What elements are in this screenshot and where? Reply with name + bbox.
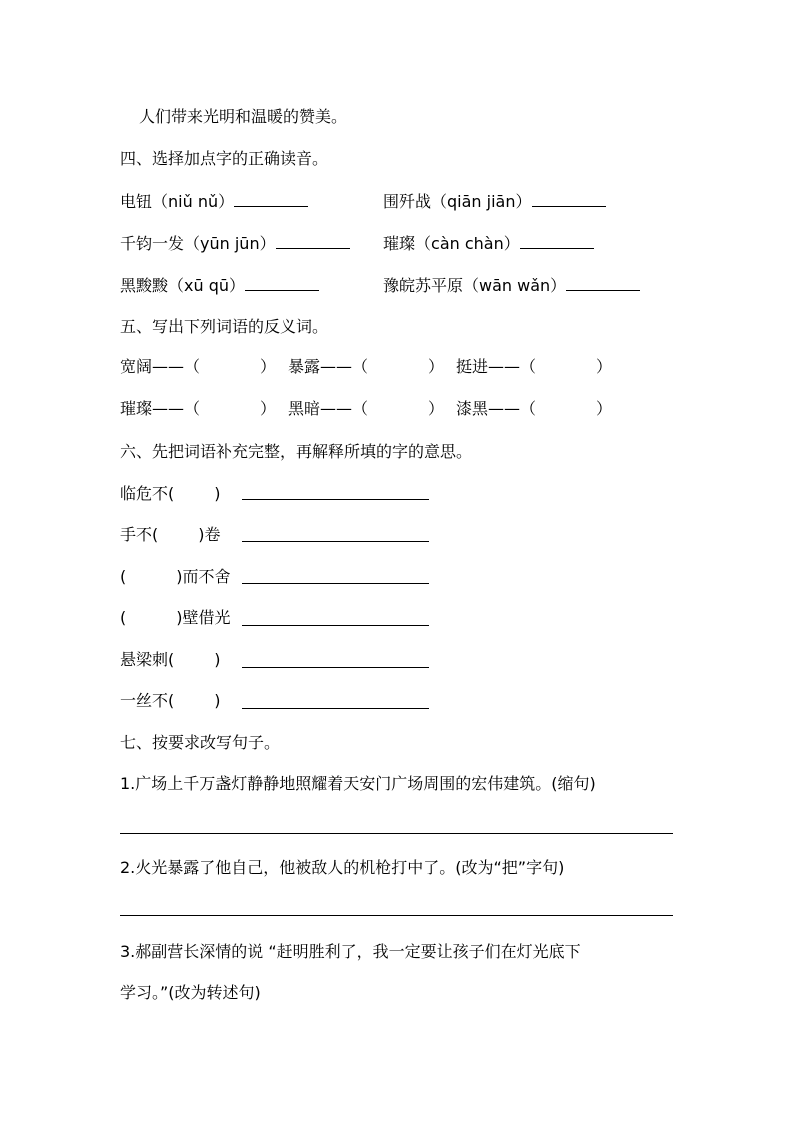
antonym-item (456, 356, 612, 378)
idiom-item (120, 690, 221, 712)
idiom-item (120, 483, 221, 505)
idiom-prefix: 悬梁刺( (120, 650, 175, 669)
close-paren: ） (260, 357, 277, 376)
pinyin-word: 千钧一发 (120, 234, 185, 253)
antonym-item (456, 398, 612, 420)
idiom-prefix: 临危不( (120, 484, 175, 503)
idiom-suffix: ) (214, 691, 221, 710)
pinyin-options: （yūn jūn） (184, 234, 276, 253)
answer-blank[interactable] (520, 232, 594, 249)
pinyin-word: 电钮 (120, 192, 153, 211)
explanation-line[interactable] (242, 667, 429, 668)
pinyin-options: （qiān jiān） (431, 192, 532, 211)
section-6-heading: 六、先把词语补充完整，再解释所填的字的意思。 (120, 442, 473, 461)
answer-blank[interactable] (234, 190, 308, 207)
pinyin-options: （xū qū） (168, 276, 246, 295)
antonym-item (120, 398, 276, 420)
pinyin-item (383, 190, 606, 213)
rewrite-question-2: 2.火光暴露了他自己，他被敌人的机枪打中了。(改为“把”字句) (120, 858, 565, 877)
rewrite-question-1: 1.广场上千万盏灯静静地照耀着天安门广场周围的宏伟建筑。(缩句) (120, 774, 596, 793)
idiom-suffix: ) (214, 650, 221, 669)
pinyin-word: 黑黢黢 (120, 276, 169, 295)
close-paren: ） (260, 399, 277, 418)
pinyin-options: （wān wǎn） (463, 276, 567, 295)
pinyin-word: 围歼战 (383, 192, 432, 211)
antonym-word: 漆黑——（ (456, 399, 537, 418)
section-7-heading: 七、按要求改写句子。 (120, 733, 281, 752)
antonym-word: 挺进——（ (456, 357, 537, 376)
close-paren: ） (428, 357, 445, 376)
antonym-item (288, 398, 444, 420)
pinyin-item (383, 232, 594, 255)
close-paren: ） (596, 399, 613, 418)
idiom-item (120, 566, 231, 588)
idiom-suffix: ) (214, 484, 221, 503)
antonym-word: 暴露——（ (288, 357, 369, 376)
answer-blank[interactable] (532, 190, 606, 207)
idiom-prefix: ( (120, 567, 127, 586)
antonym-word: 璀璨——（ (120, 399, 201, 418)
idiom-suffix: )卷 (198, 525, 221, 544)
answer-blank[interactable] (245, 274, 319, 291)
answer-blank[interactable] (566, 274, 640, 291)
pinyin-item (120, 190, 308, 213)
explanation-line[interactable] (242, 708, 429, 709)
idiom-item (120, 649, 221, 671)
idiom-prefix: ( (120, 608, 127, 627)
answer-line-2[interactable] (120, 915, 673, 916)
pinyin-options: （càn chàn） (415, 234, 520, 253)
pinyin-options: （niǔ nǔ） (152, 192, 235, 211)
explanation-line[interactable] (242, 541, 429, 542)
pinyin-item (383, 274, 640, 297)
idiom-prefix: 一丝不( (120, 691, 175, 710)
section-5-heading: 五、写出下列词语的反义词。 (120, 317, 329, 336)
idiom-suffix: )壁借光 (176, 608, 231, 627)
pinyin-item (120, 232, 350, 255)
explanation-line[interactable] (242, 625, 429, 626)
idiom-item (120, 607, 231, 629)
antonym-word: 宽阔——（ (120, 357, 201, 376)
pinyin-word: 璀璨 (383, 234, 416, 253)
idiom-prefix: 手不( (120, 525, 159, 544)
idiom-suffix: )而不舍 (176, 567, 231, 586)
answer-line-1[interactable] (120, 833, 673, 834)
antonym-item (120, 356, 276, 378)
rewrite-question-3-continuation: 学习。”(改为转述句) (120, 983, 261, 1002)
idiom-item (120, 524, 221, 546)
section-4-heading: 四、选择加点字的正确读音。 (120, 149, 329, 168)
answer-blank[interactable] (276, 232, 350, 249)
explanation-line[interactable] (242, 583, 429, 584)
close-paren: ） (596, 357, 613, 376)
continuation-text: 人们带来光明和温暖的赞美。 (139, 107, 348, 126)
pinyin-word: 豫皖苏平原 (383, 276, 464, 295)
antonym-word: 黑暗——（ (288, 399, 369, 418)
antonym-item (288, 356, 444, 378)
close-paren: ） (428, 399, 445, 418)
pinyin-item (120, 274, 319, 297)
explanation-line[interactable] (242, 499, 429, 500)
rewrite-question-3: 3.郝副营长深情的说 “赶明胜利了，我一定要让孩子们在灯光底下 (120, 942, 581, 961)
